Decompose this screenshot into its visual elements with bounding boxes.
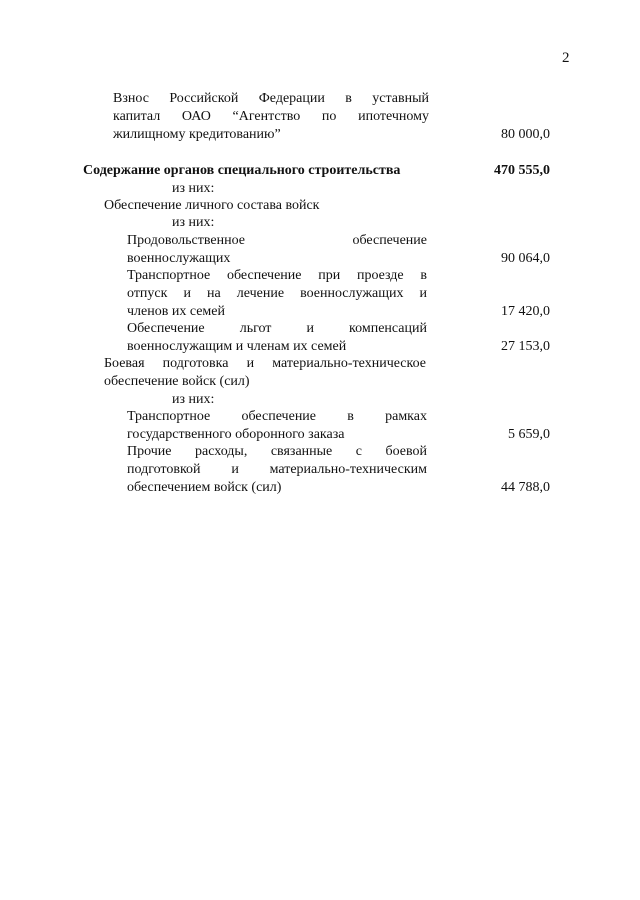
entry-text-line: Обеспечение льгот и компенсаций (127, 321, 427, 336)
subheading-iz-nikh: из них: (172, 215, 215, 230)
entry-text-line: членов их семей (127, 304, 225, 319)
entry-text-line: отпуск и на лечение военнослужащих и (127, 286, 427, 301)
section-amount: 470 555,0 (494, 163, 550, 178)
entry-text-line: жилищному кредитованию” (113, 127, 281, 142)
section-heading: Содержание органов специального строительства (83, 163, 401, 178)
entry-amount: 5 659,0 (508, 427, 550, 442)
entry-text-line: Прочие расходы, связанные с боевой (127, 444, 427, 459)
page-number: 2 (562, 50, 570, 66)
entry-text-line: Продовольственное обеспечение (127, 233, 427, 248)
entry-text-line: Взнос Российской Федерации в уставный (113, 91, 429, 106)
entry-text-line: обеспечением войск (сил) (127, 480, 282, 495)
entry-amount: 80 000,0 (501, 127, 550, 142)
entry-amount: 17 420,0 (501, 304, 550, 319)
entry-text-line: Транспортное обеспечение при проезде в (127, 268, 427, 283)
entry-amount: 44 788,0 (501, 480, 550, 495)
subsection-title: обеспечение войск (сил) (104, 374, 250, 389)
subheading-iz-nikh: из них: (172, 392, 215, 407)
entry-text-line: государственного оборонного заказа (127, 427, 345, 442)
entry-amount: 27 153,0 (501, 339, 550, 354)
entry-text-line: Транспортное обеспечение в рамках (127, 409, 427, 424)
entry-text-line: военнослужащим и членам их семей (127, 339, 347, 354)
subsection-title: Боевая подготовка и материально-техническое (104, 356, 426, 371)
entry-text-line: капитал ОАО “Агентство по ипотечному (113, 109, 429, 124)
entry-text-line: военнослужащих (127, 251, 231, 266)
entry-text-line: подготовкой и материально-техническим (127, 462, 427, 477)
entry-amount: 90 064,0 (501, 251, 550, 266)
subsection-title: Обеспечение личного состава войск (104, 198, 320, 213)
subheading-iz-nikh: из них: (172, 181, 215, 196)
